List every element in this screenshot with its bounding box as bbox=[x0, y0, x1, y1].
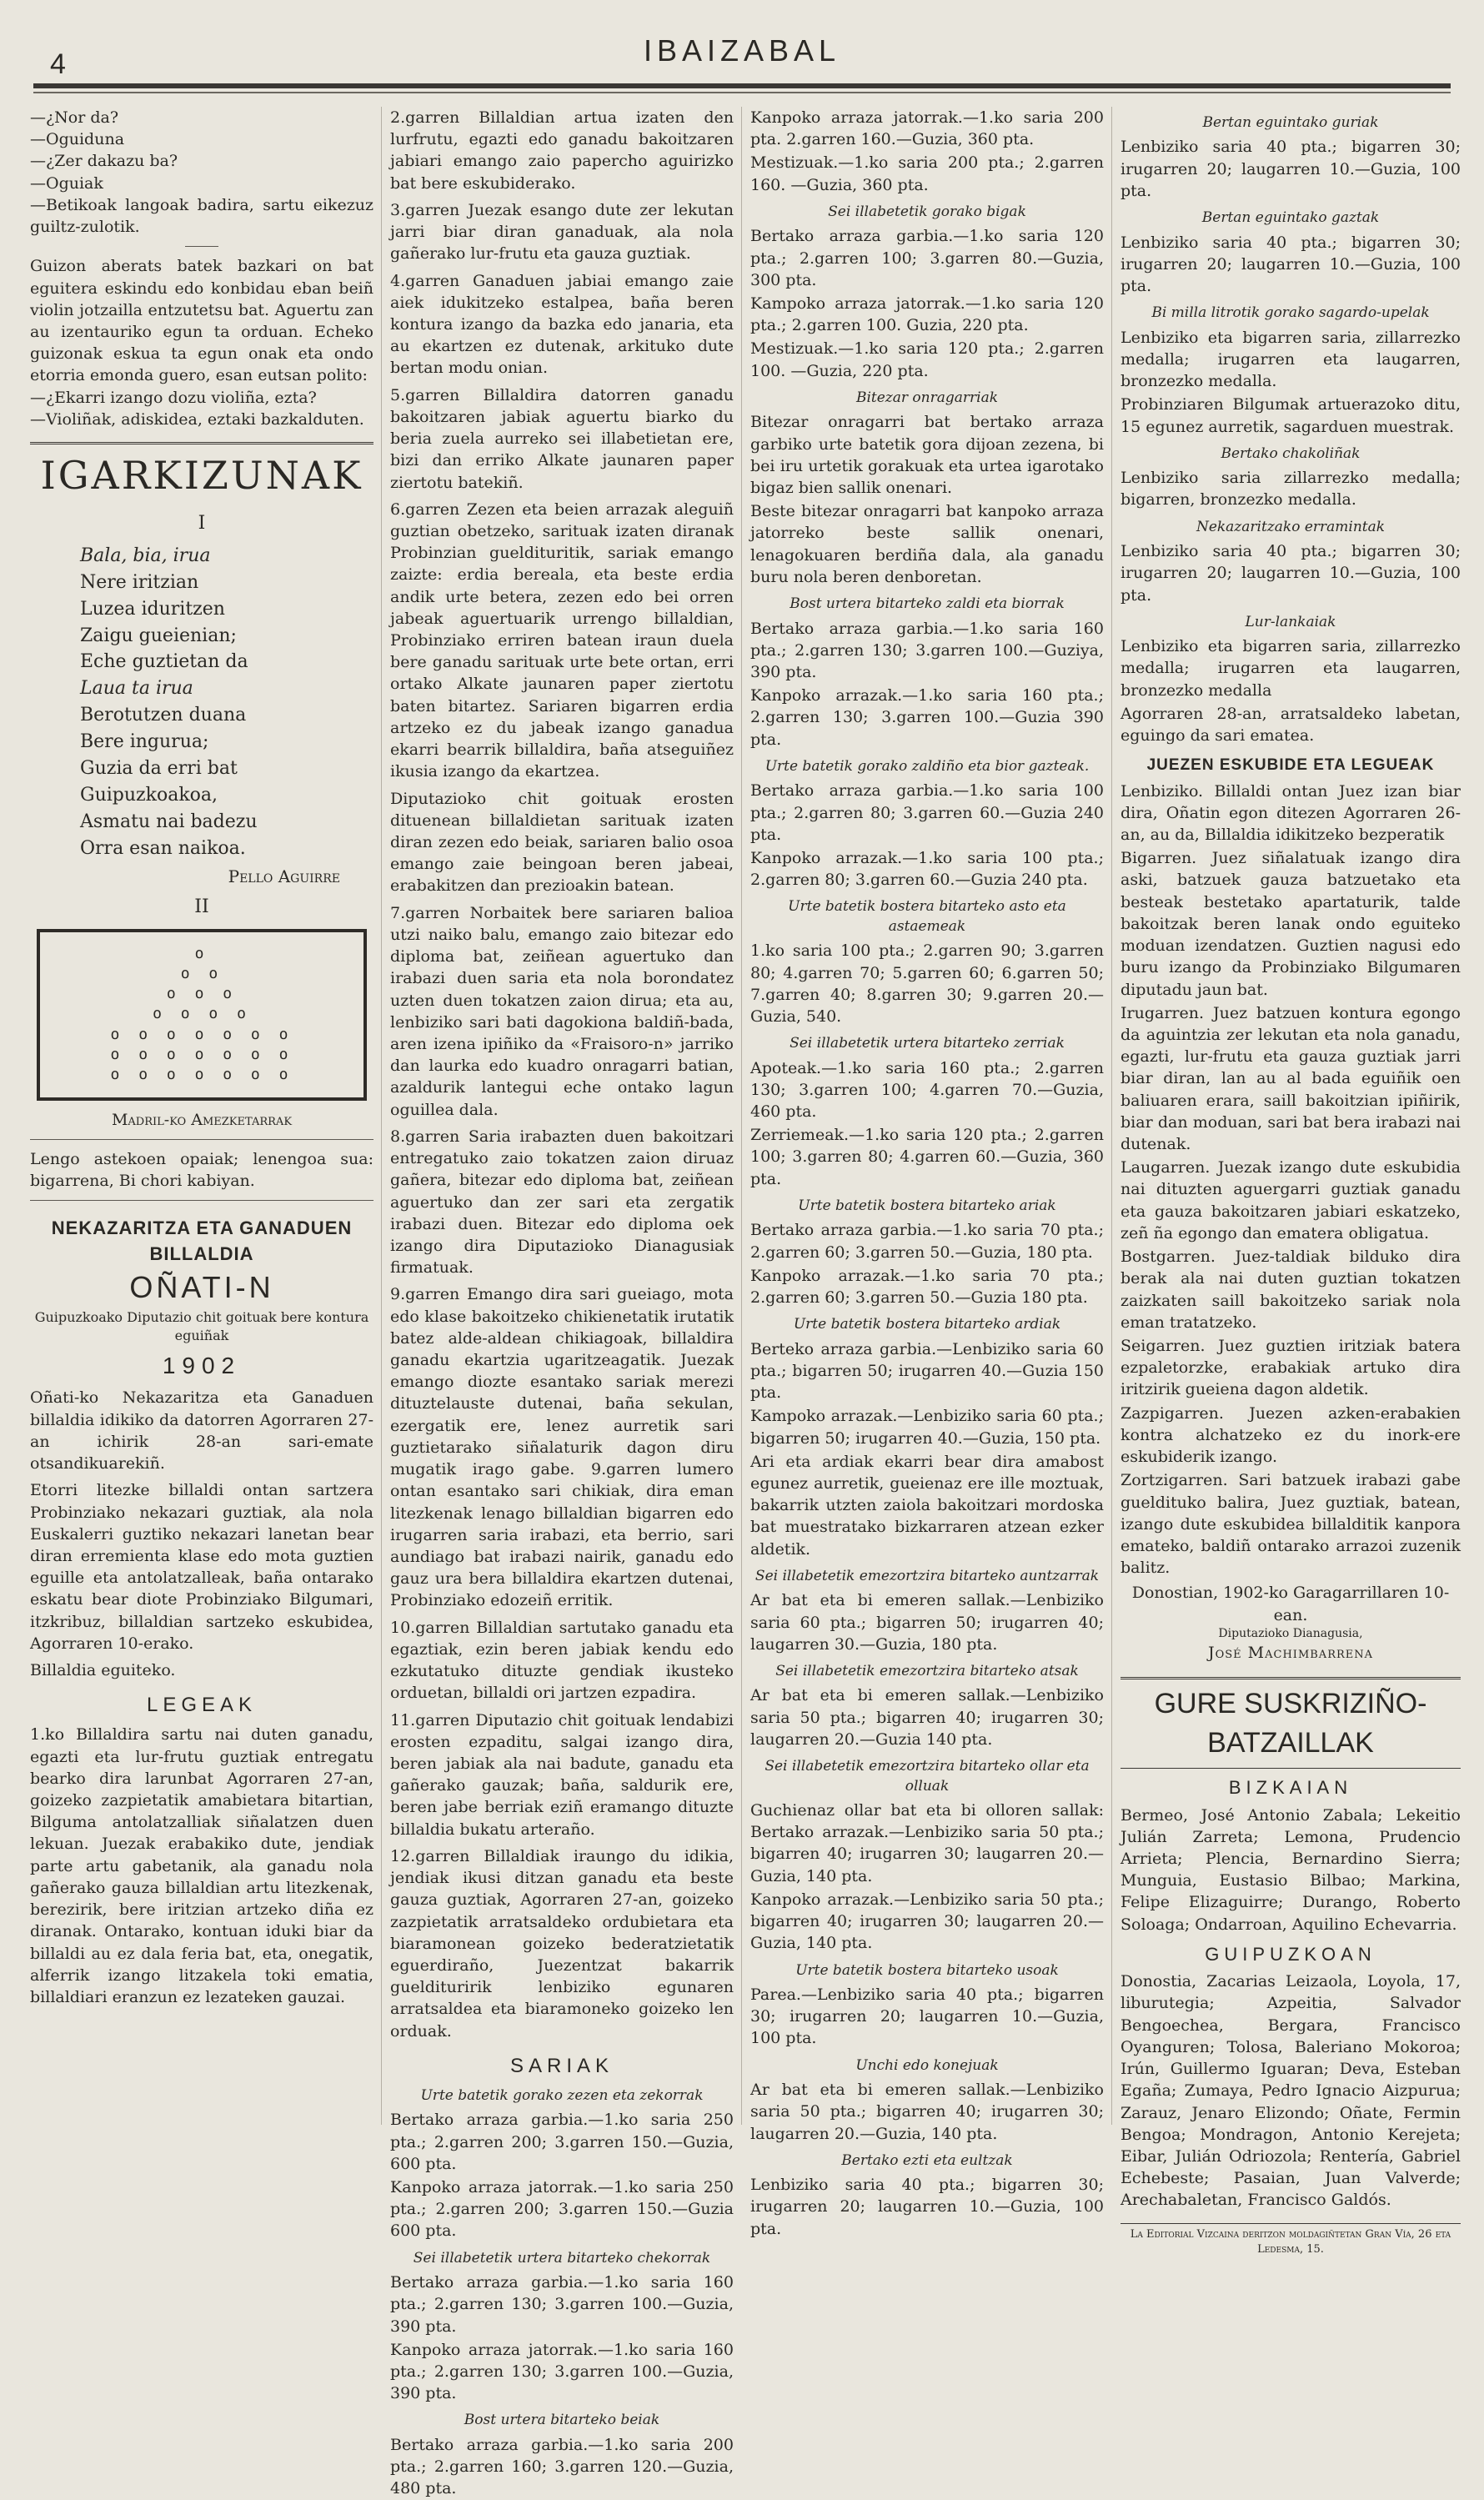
judges-rule: Irugarren. Juez batzuen kontura egongo da aguintzia zer lekutan eta nola ganadu, egazti, lur-frutu eta gauza guztiak jarri biar diran, lan au al bada eguiñik oen baliuaren erara, saill bakoitzian ipiñirik, biar dan moduan, sari bat bera irabazi nai dutenak. bbox=[1121, 1003, 1461, 1154]
prize-category: Urte batetik gorako zaldiño eta bior gazteak. bbox=[765, 757, 1090, 775]
subscriber-list: Bermeo, José Antonio Zabala; Lekeitio Julián Zarreta; Lemona, Prudencio Arrieta; Plencia, Bernardino Sierra; Munguia, Eustasio Bilbao; Markina, Felipe Elizaguirre; Durango, Roberto Soloaga; Ondarroan, Aquilino Echevarria. bbox=[1121, 1805, 1461, 1934]
prize-line: 1.ko saria 100 pta.; 2.garren 90; 3.garren 80; 4.garren 70; 5.garren 60; 6.garren 50; 7.garren 40; 8.garren 30; 9.garren 20.—Guzia, 540. bbox=[750, 941, 1104, 1026]
section-title-sariak: SARIAK bbox=[509, 2054, 614, 2077]
poem-line: Berotutzen duana bbox=[80, 705, 247, 726]
poem-line: Guzia da erri bat bbox=[80, 758, 238, 780]
fair-place: OÑATI-N bbox=[129, 1269, 274, 1304]
province-heading: BIZKAIAN bbox=[1228, 1777, 1353, 1799]
riddle-author: Madril-ko Amezketarrak bbox=[111, 1110, 293, 1129]
prize-category: Sei illabetetik emezortzira bitarteko ollar eta olluak bbox=[765, 1758, 1090, 1795]
prize-line: Bertako arraza garbia.—1.ko saria 200 pta.; 2.garren 160; 3.garren 120.—Guzia, 480 pta. bbox=[390, 2435, 734, 2498]
prize-category: Urte batetik bostera bitarteko asto eta astaemeak bbox=[788, 898, 1066, 935]
rule-paragraph: 12.garren Billaldiak iraungo du idikia, jendiak ikusi ditzan ganadu eta beste gauza guztiak, Agorraren 27-an, goizeko zazpietatik arratsaldeko ordubietara eta biaramonean goizeko bederatzietatik eguerdiraño, Juezentzat bakarrik gueldituririk lenbiziko egunaren arratsaldea eta biaramoneko goizeko len orduak. bbox=[390, 1846, 734, 2041]
riddle-author: Pello Aguirre bbox=[228, 866, 340, 886]
prize-line: Bertako arraza garbia.—1.ko saria 100 pta.; 2.garren 80; 3.garren 60.—Guzia 240 pta. bbox=[750, 781, 1104, 844]
judges-rule: Laugarren. Juezak izango dute eskubidia nai dituzten aguergarri guztiak ganadu eta gauza bakoitzaren jabiari eskatzeko, zeñ ña egongo dan ematera obligatua. bbox=[1121, 1158, 1461, 1242]
dialogue-line: —¿Nor da? bbox=[30, 108, 119, 127]
prize-category: Sei illabetetik emezortzira bitarteko auntzarrak bbox=[755, 1567, 1100, 1584]
rule-paragraph: 1.ko Billaldira sartu nai duten ganadu, egazti eta lur-frutu guztiak entregatu bearko dira larunbat Agorraren 27-an, goizeko zazpietatik amabietara bitartian, Bilguma antolatzalliak siñalatzen duen lekuan. Juezak erabakiko dute, jendiak parte artu gabetanik, ala ganadu nola gañerako gauza billaldian artu litezkenak, berezirik, bere iritzian artzeko diña ez diranak. Ontarako, kontuan iduki biar da billaldi au ez dala feria bat, eta, onegatik, alferrik izango litzakela toki ematia, billaldiari eranzun ez lezateken gauzai. bbox=[30, 1725, 374, 2007]
dialogue-line: —Betikoak langoak badira, sartu eikezuz guiltz-zulotik. bbox=[30, 195, 374, 237]
column-2 bbox=[390, 107, 734, 2498]
prize-category: Bitezar onragarriak bbox=[855, 389, 999, 406]
prize-line: Lenbiziko saria 40 pta.; bigarren 30; irugarren 20; laugarren 10.—Guzia, 100 pta. bbox=[1121, 138, 1461, 200]
prize-line: Kanpoko arrazak.—1.ko saria 70 pta.; 2.garren 60; 3.garren 50.—Guzia 180 pta. bbox=[750, 1266, 1104, 1308]
fair-title: NEKAZARITZA ETA GANADUEN BILLALDIA bbox=[51, 1217, 353, 1264]
prize-category: Urte batetik bostera bitarteko usoak bbox=[795, 1961, 1059, 1979]
rule-paragraph: 8.garren Saria irabazten duen bakoitzari entregatuko zaio tokatzen zaion diruaz gañera, bitezar edo diploma bat, zeiñean aguertuko dan zer sari eta zergatik irabazi duen. Bitezar edo diploma oek izango dira Diputazioko Dianagusiak firmatuak. bbox=[390, 1127, 734, 1278]
prize-line: Lenbiziko saria 40 pta.; bigarren 30; irugarren 20; laugarren 10.—Guzia, 100 pta. bbox=[1121, 233, 1461, 295]
masthead bbox=[33, 25, 1451, 85]
column-divider bbox=[381, 107, 382, 2125]
prize-category: Sei illabetetik urtera bitarteko chekorrak bbox=[413, 2249, 711, 2267]
prize-category: Bertan eguintako guriak bbox=[1202, 114, 1379, 131]
page-number: 4 bbox=[50, 48, 66, 80]
judges-rule: Lenbiziko. Billaldi ontan Juez izan biar dira, Oñatin egon ditezen Agorraren 26-an, au da, Billaldia idikitzeko bezperatik bbox=[1121, 781, 1461, 844]
column-divider bbox=[741, 107, 742, 2125]
divider bbox=[185, 246, 218, 247]
anecdote bbox=[30, 255, 374, 430]
prize-line: Kanpoko arrazak.—Lenbiziko saria 50 pta.; bigarren 40; irugarren 30; laugarren 20.—Guzia, 140 pta. bbox=[750, 1890, 1104, 1953]
prize-line: Zerriemeak.—1.ko saria 120 pta.; 2.garren 100; 3.garren 80; 4.garren 60.—Guzia, 360 pta. bbox=[750, 1126, 1104, 1188]
prize-line: Lenbiziko saria 40 pta.; bigarren 30; irugarren 20; laugarren 10.—Guzia, 100 pta. bbox=[750, 2176, 1104, 2238]
prize-line: Mestizuak.—1.ko saria 200 pta.; 2.garren 160. —Guzia, 360 pta. bbox=[750, 153, 1104, 194]
prize-line: Berteko arraza garbia.—Lenbiziko saria 60 pta.; bigarren 50; irugarren 40.—Guzia 150 pta. bbox=[750, 1339, 1104, 1403]
prize-line: Parea.—Lenbiziko saria 40 pta.; bigarren 30; irugarren 20; laugarren 10.—Guzia, 100 pta. bbox=[750, 1985, 1104, 2048]
prize-category: Lur-lankaiak bbox=[1245, 613, 1336, 630]
prize-line: Apoteak.—1.ko saria 160 pta.; 2.garren 130; 3.garren 100; 4.garren 70.—Guzia, 460 pta. bbox=[750, 1058, 1104, 1122]
prize-line: Bertako arraza garbia.—1.ko saria 70 pta.; 2.garren 60; 3.garren 50.—Guzia, 180 pta. bbox=[750, 1221, 1104, 1262]
prize-line: Ar bat eta bi emeren sallak.—Lenbiziko saria 50 pta.; bigarren 40; irugarren 30; laugarren 20.—Guzia, 140 pta. bbox=[750, 2081, 1104, 2143]
pyramid-row: o o o bbox=[166, 985, 238, 1003]
divider bbox=[30, 1200, 374, 1201]
prize-line: Kampoko arrazak.—Lenbiziko saria 60 pta.; bigarren 50; irugarren 40.—Guzia, 150 pta. bbox=[750, 1407, 1104, 1448]
rule-paragraph: 6.garren Zezen eta beien arrazak aleguiñ guztian obetzeko, sarituak izaten diranak Probinzian gueldituritik, sariak emango zaizte: erdia bereala, eta beste erdia andik urte betera, zezen edo bei orren jabeak aguertuarik urrengo billaldian, Probinziako erriren batean iraun duela bere ganadu sarituak urte bete ortan, erri ortako Alkate jaunaren paper ziertotu baten bitartez. Sariaren bigarren erdia artzeko ez du jabeak izango ganadua ekarri bearrik billaldira, baña atseguiñez ikusia izango da ekartzea. bbox=[390, 499, 734, 781]
column-1 bbox=[30, 107, 374, 2125]
prize-line: Probinziaren Bilgumak artuerazoko ditu, 15 egunez aurretik, sagarduen muestrak. bbox=[1121, 395, 1461, 436]
prize-line: Lenbiziko saria zillarrezko medalla; bigarren, bronzezko medalla. bbox=[1121, 469, 1461, 510]
poem-line: Bere ingurua; bbox=[80, 731, 209, 753]
rule-paragraph: 2.garren Billaldian artua izaten den lurfrutu, egazti edo ganadu bakoitzaren jabiari emango zaio papercho aguirizko bat bere eskubiderako. bbox=[390, 108, 734, 193]
rule-paragraph: 10.garren Billaldian sartutako ganadu eta egaztiak, ezin beren jabiak kendu edo ezkutatuko dituzte gendiak ikusteko orduetan, billaldi ori jartzen ezpadira. bbox=[390, 1618, 734, 1703]
prize-line: Kampoko arraza jatorrak.—1.ko saria 120 pta.; 2.garren 100. Guzia, 220 pta. bbox=[750, 294, 1104, 335]
poem-line: Guipuzkoakoa, bbox=[80, 784, 218, 806]
riddle-number: II bbox=[194, 896, 209, 918]
pyramid-row: o o bbox=[180, 964, 223, 982]
prize-category: Unchi edo konejuak bbox=[855, 2056, 999, 2074]
prize-line: Lenbiziko saria 40 pta.; bigarren 30; irugarren 20; laugarren 10.—Guzia, 100 pta. bbox=[1121, 542, 1461, 605]
rule-paragraph: 4.garren Ganaduen jabiai emango zaie aiek idukitzeko estalpea, baña beren kontura izango da bazka edo janaria, eta au ekartzen ez dutenak, arkituko dute bertan modu onian. bbox=[390, 271, 734, 378]
prize-category: Nekazaritzako erramintak bbox=[1196, 518, 1386, 535]
rule-paragraph: 7.garren Norbaitek bere sariaren balioa utzi naiko balu, emango zaio bitezar edo diploma bat, zeiñean aguertuko dan irabazi duen saria eta nola borondatez uzten duen tokatzen zaion dirua; eta au, lenbiziko sari bati dagokiona baldiñ-bada, aren izena ipiñiko da «Fraisoro-n» jarriko dan laurka edo kuadro onragarri batian, azaldurik lantegui eche ontako lagun oguillea dala. bbox=[390, 903, 734, 1119]
prize-line: Guchienaz ollar bat eta bi olloren sallak: Bertako arrazak.—Lenbiziko saria 50 pta.; bigarren 40; irugarren 30; laugarren 20.—Guzia, 140 pta. bbox=[750, 1801, 1104, 1885]
poem-line: Laua ta irua bbox=[80, 678, 193, 700]
prize-category: Bi milla litrotik gorako sagardo-upelak bbox=[1151, 304, 1430, 322]
prize-line: Lenbiziko eta bigarren saria, zillarrezko medalla; irugarren eta laugarren, bronzezko medalla bbox=[1121, 637, 1461, 700]
pyramid-row: o bbox=[194, 944, 209, 962]
dialogue-line: —Oguiduna bbox=[30, 130, 125, 149]
dialogue-line: —Oguiak bbox=[30, 173, 103, 193]
fair-intro: Etorri litezke billaldi ontan sartzera Probinziako nekazari guztiak, ala nola Euskalerri guztiko nekazari lanetan bear diran erremienta klase edo mota guztien eguille eta antolatzalleak, baña ontarako eskatu bear diote Probinziako Bilgumari, itzkribuz, billaldian sartzeko eskubidea, Agorraren 10-erako. bbox=[30, 1481, 374, 1653]
prize-category: Sei illabetetik emezortzira bitarteko atsak bbox=[775, 1663, 1079, 1679]
poem-line: Asmatu nai badezu bbox=[80, 811, 258, 832]
prize-line: Bertako arraza garbia.—1.ko saria 120 pta.; 2.garren 100; 3.garren 80.—Guzia, 300 pta. bbox=[750, 227, 1104, 289]
judges-rule: Zortzigarren. Sari batzuek irabazi gabe gueldituko balira, Juez guztiak, batean, izango dute eskubidea billalditik kanpora emateko, baldiñ ontarako arrazoi zuzenik balitz. bbox=[1121, 1471, 1461, 1578]
section-title-juezen: JUEZEN ESKUBIDE ETA LEGUEAK bbox=[1146, 756, 1435, 775]
prize-line: Bitezar onragarri bat bertako arraza garbiko urte batetik gora dijoan zezena, bi bei iru urtetik gorakuak eta urtea igarotako bigaz bien sallik onenari. bbox=[750, 413, 1104, 497]
prize-line: Ar bat eta bi emeren sallak.—Lenbiziko saria 50 pta.; bigarren 40; irugarren 30; laugarren 20.—Guzia 140 pta. bbox=[750, 1686, 1104, 1749]
pyramid-row: o o o o bbox=[153, 1005, 251, 1023]
rule-paragraph: 11.garren Diputazio chit goituak lendabizi erosten ezpaditu, salgai izango dira, beren jabiak ala nai badute, ganadu eta gañerako gauzak; baña, saldurik ere, beren jabe berriak eziñ eramango dituzte billaldia bukatu arteraño. bbox=[390, 1710, 734, 1839]
anecdote-text: —Violiñak, adiskidea, eztaki bazkalduten. bbox=[30, 409, 364, 429]
prize-category: Sei illabetetik urtera bitarteko zerriak bbox=[790, 1035, 1065, 1052]
prize-line: Bertako arraza garbia.—1.ko saria 160 pta.; 2.garren 130; 3.garren 100.—Guzia, 390 pta. bbox=[390, 2273, 734, 2336]
dialogue-line: —¿Zer dakazu ba? bbox=[30, 152, 178, 171]
section-title-igarkizunak: IGARKIZUNAK bbox=[30, 442, 374, 502]
prize-category: Bertan eguintako gaztak bbox=[1201, 209, 1380, 227]
anecdote-text: Guizon aberats batek bazkari on bat eguitera eskindu edo konbidau eban beiñ violin jotzailla entzutetsu bat. Aguertu zan au izentauriko egun ta orduan. Echeko guizonak eskua ta egun onak eta ondo etorria emonda guero, esan eutsan polito: bbox=[30, 257, 374, 385]
fair-year: 1902 bbox=[162, 1352, 242, 1378]
prize-line: Ar bat eta bi emeren sallak.—Lenbiziko saria 60 pta.; bigarren 50; irugarren 40; laugarren 30.—Guzia, 180 pta. bbox=[750, 1591, 1104, 1654]
poem-line: Zaigu gueienian; bbox=[80, 625, 237, 646]
prize-category: Urte batetik bostera bitarteko ardiak bbox=[793, 1316, 1061, 1333]
subscriber-list: Donostia, Zacarias Leizaola, Loyola, 17, liburutegia; Azpeitia, Salvador Bengoechea, Bergara, Francisco Oyanguren; Tolosa, Baleriano Mokoroa; Irún, Guillermo Iguaran; Deva, Esteban Egaña; Zumaya, Pedro Ignacio Aizpurua; Zarauz, Jenaro Elizondo; Oñate, Fermin Bengoa; Mondragon, Antonio Kerejeta; Eibar, Julián Odriozola; Rentería, Gabriel Echebeste; Pasaian, Juan Valverde; Arechabaletan, Francisco Galdós. bbox=[1121, 1972, 1461, 2210]
judges-rule: Zazpigarren. Juezen azken-erabakien kontra alchatzeko ez du inork-ere eskubiderik izango. bbox=[1121, 1403, 1461, 1467]
fair-subtitle: Guipuzkoako Diputazio chit goituak bere kontura eguiñak bbox=[34, 1308, 369, 1343]
prize-line: Bertako arraza garbia.—1.ko saria 160 pta.; 2.garren 130; 3.garren 100.—Guziya, 390 pta. bbox=[750, 619, 1104, 681]
prize-line: Beste bitezar onragarri bat kanpoko arraza jatorreko beste sallik onenari, lenagokuaren berdiña dala, ala ganadu buru nola beren denboretan. bbox=[750, 502, 1104, 586]
newspaper-title: IBAIZABAL bbox=[643, 33, 841, 68]
prize-line: Kanpoko arrazak.—1.ko saria 100 pta.; 2.garren 80; 3.garren 60.—Guzia 240 pta. bbox=[750, 848, 1104, 890]
signatory-title: Diputazioko Dianagusia, bbox=[1218, 1626, 1363, 1640]
fair-intro: Oñati-ko Nekazaritza eta Ganaduen billaldia idikiko da datorren Agorraren 27-an ichirik 28-an sari-emate otsandikuarekiñ. bbox=[30, 1388, 374, 1473]
prize-line: Kanpoko arraza jatorrak.—1.ko saria 200 pta. 2.garren 160.—Guzia, 360 pta. bbox=[750, 108, 1104, 149]
pyramid-row: o o o o o o o bbox=[110, 1066, 293, 1084]
prize-line: Kanpoko arraza jatorrak.—1.ko saria 250 pta.; 2.garren 200; 3.garren 150.—Guzia 600 pta. bbox=[390, 2178, 734, 2241]
prize-category: Bertako ezti eta eultzak bbox=[841, 2151, 1013, 2169]
section-title-legeak: LEGEAK bbox=[146, 1694, 258, 1717]
pyramid-row: o o o o o o o bbox=[110, 1025, 293, 1043]
rule-paragraph: 3.garren Juezak esango dute zer lekutan jarri biar diran ganaduak, ala nola gañerako lur-frutu eta gauza guztiak. bbox=[390, 200, 734, 264]
header-rule-thin bbox=[33, 92, 1451, 93]
section-title-subscribers: GURE SUSKRIZIÑO-BATZAILLAK bbox=[1121, 1677, 1461, 1769]
judges-rule: Seigarren. Juez guztien iritziak batera ezpaletorzke, erabakiak artuko dira iritzirik gueiena dagon aldetik. bbox=[1121, 1337, 1461, 1399]
riddle-poem bbox=[30, 543, 374, 862]
pyramid-row: o o o o o o o bbox=[110, 1046, 293, 1064]
rule-paragraph: 9.garren Emango dira sari gueiago, mota edo klase bakoitzeko chikienetatik irutatik batez alde-aldean chikiagoak, billaldira ganadu ekartzia ugaritzeagatik. Juezak emango diozte esantako sariak merezi dituztelauste dutenai, baña sekulan, ezergatik ere, lenez aurretik sari guztietarako siñalaturik dagon diru mugatik irago gabe. 9.garren lumero ontan esantako sari chikiak, dira eman litezkenak lenago billaldian bigarren edo irugarren saria irabazi, eta berrio, sari aundiago bat irabazi nairik, ganadu edo gauz ura bera billaldira ekartzen dutenai, Probinziako edozeiñ erritik. bbox=[390, 1285, 734, 1610]
prize-line: Agorraren 28-an, arratsaldeko labetan, eguingo da sari ematea. bbox=[1121, 704, 1461, 745]
prize-line: Bertako arraza garbia.—1.ko saria 250 pta.; 2.garren 200; 3.garren 150.—Guzia, 600 pta. bbox=[390, 2111, 734, 2173]
prize-category: Bost urtera bitarteko zaldi eta biorrak bbox=[790, 595, 1065, 613]
poem-line: Nere iritzian bbox=[80, 571, 199, 593]
prize-category: Urte batetik gorako zezen eta zekorrak bbox=[420, 2086, 704, 2104]
prize-line: Lenbiziko eta bigarren saria, zillarrezko medalla; irugarren eta laugarren, bronzezko medalla. bbox=[1121, 328, 1461, 391]
signature-name: José Machimbarrena bbox=[1207, 1644, 1374, 1663]
riddle-pyramid-box bbox=[37, 929, 367, 1101]
column-3 bbox=[750, 107, 1104, 2238]
province-heading: GUIPUZKOAN bbox=[1205, 1943, 1376, 1965]
divider bbox=[30, 1139, 374, 1140]
riddle-answer: Lengo astekoen opaiak; lenengoa sua: bigarrena, Bi chori kabiyan. bbox=[30, 1149, 374, 1191]
poem-line: Luzea iduritzen bbox=[80, 598, 225, 620]
header-rule bbox=[33, 83, 1451, 88]
prize-line: Mestizuak.—1.ko saria 120 pta.; 2.garren 100. —Guzia, 220 pta. bbox=[750, 339, 1104, 380]
date-line: Donostian, 1902-ko Garagarrillaren 10-ean. bbox=[1131, 1584, 1450, 1624]
prize-line: Kanpoko arrazak.—1.ko saria 160 pta.; 2.garren 130; 3.garren 100.—Guzia 390 pta. bbox=[750, 686, 1104, 749]
rule-paragraph: 5.garren Billaldira datorren ganadu bakoitzaren jabiak aguertu biarko du beria zuela aurreko sei illabetietan ere, bizi dan erriko Alkate jaunaren paper ziertotu batekiñ. bbox=[390, 385, 734, 492]
prize-line: Kanpoko arraza jatorrak.—1.ko saria 160 pta.; 2.garren 130; 3.garren 100.—Guzia, 390 pta. bbox=[390, 2340, 734, 2403]
poem-line: Orra esan naikoa. bbox=[80, 837, 246, 859]
riddle-number: I bbox=[198, 512, 206, 534]
fair-intro: Billaldia eguiteko. bbox=[30, 1661, 176, 1680]
prize-category: Bertako chakoliñak bbox=[1221, 444, 1361, 462]
poem-line: Eche guztietan da bbox=[80, 651, 248, 673]
prize-category: Urte batetik bostera bitarteko ariak bbox=[798, 1197, 1056, 1214]
column-divider bbox=[1111, 107, 1112, 2125]
column-4 bbox=[1121, 107, 1461, 2256]
judges-rule: Bostgarren. Juez-taldiak bilduko dira berak ala nai duten guztian tokatzen zaizkaten saill bakoitzeko sariak nola eman tratatzeko. bbox=[1121, 1247, 1461, 1332]
rule-paragraph: Diputazioko chit goituak erosten dituenean billaldietan sarituak izaten diran zezen edo beiak, sariaren balio osoa emango zaie beingoan beren jabeai, erabakitzen dan prezioakin batean. bbox=[390, 789, 734, 896]
anecdote-text: —¿Ekarri izango dozu violiña, ezta? bbox=[30, 388, 317, 407]
prize-category: Sei illabetetik gorako bigak bbox=[828, 203, 1026, 220]
prize-category: Bost urtera bitarteko beiak bbox=[464, 2412, 660, 2429]
judges-rule: Bigarren. Juez siñalatuak izango dira aski, batzuek gauza batzuetako eta besteak bestetako apartaturik, talde bakoitzak beren lanak ondo eguiteko moduan izendatzen. Guztien nagusi edo buru izango da Probinziako Bilgumaren diputadu jaun bat. bbox=[1121, 849, 1461, 999]
poem-line: Bala, bia, irua bbox=[80, 545, 211, 566]
printer-imprint: La Editorial Vizcaina deritzon moldagiñtetan Gran Vía, 26 eta Ledesma, 15. bbox=[1121, 2223, 1461, 2257]
prize-line: Ari eta ardiak ekarri bear dira amabost egunez aurretik, gueienaz ere ille moztuak, bakarrik utzten zaiola bakoitzari mordoska bat muestratako bizkarraren atzean ezker aldetik. bbox=[750, 1452, 1104, 1559]
dialogue bbox=[30, 107, 374, 238]
